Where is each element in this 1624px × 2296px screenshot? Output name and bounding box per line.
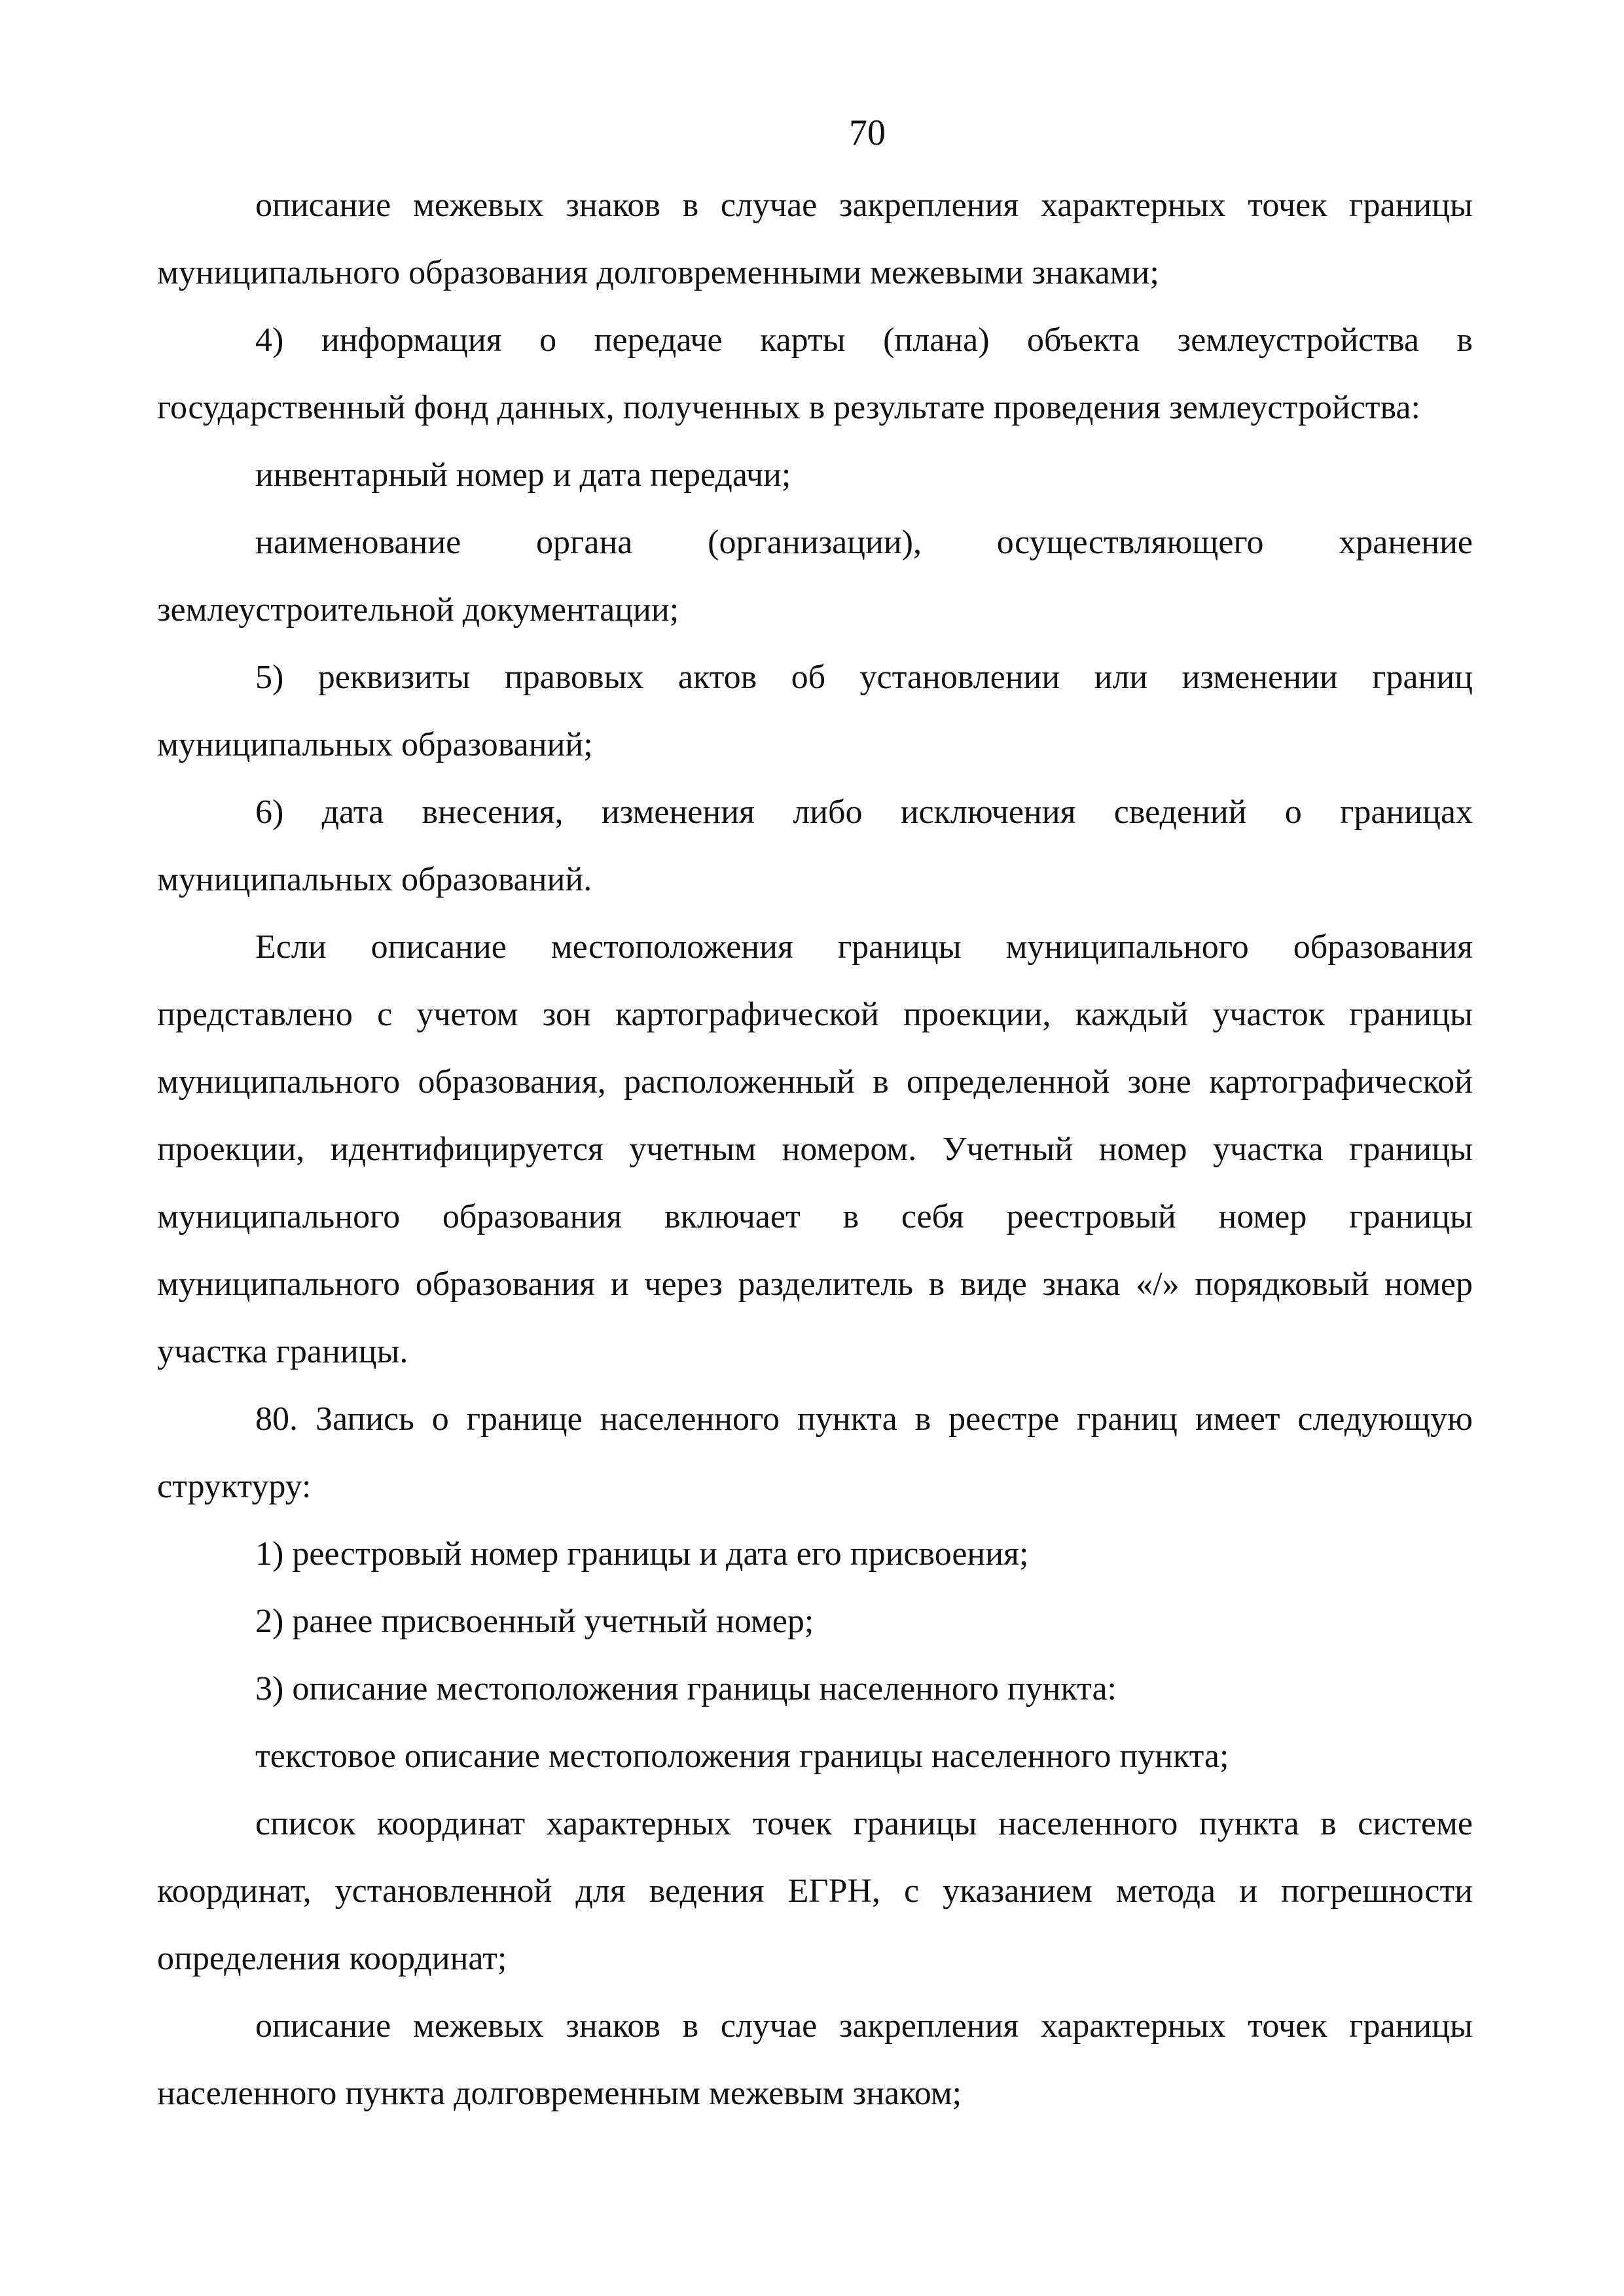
paragraph-text-description: текстовое описание местоположения границы населенного пункта; xyxy=(255,1738,1229,1775)
paragraph-item-5-legal-acts: 5) реквизиты правовых актов об установлении или изменении границ муниципальных образований; xyxy=(157,659,1473,763)
paragraph-item-2-previous-number: 2) ранее присвоенный учетный номер; xyxy=(255,1603,814,1640)
paragraph-item-4-transfer-info: 4) информация о передаче карты (плана) объекта землеустройства в государственный фонд данных, полученных в результате проведения землеустройства: xyxy=(157,321,1473,426)
paragraph-coordinates-list: список координат характерных точек границы населенного пункта в системе координат, установленной для ведения ЕГРН, с указанием метода и погрешности определения координат; xyxy=(157,1805,1473,1977)
paragraph-inventory-number: инвентарный номер и дата передачи; xyxy=(255,456,791,494)
paragraph-storage-organization: наименование органа (организации), осуществляющего хранение землеустроительной документации; xyxy=(157,524,1473,629)
paragraph-section-80: 80. Запись о границе населенного пункта в реестре границ имеет следующую структуру: xyxy=(157,1400,1473,1505)
paragraph-projection-zones: Если описание местоположения границы муниципального образования представлено с учетом зон картографической проекции, каждый участок границы муниципального образования, расположенный в определенной зоне картографической проекции, идентифицируется учетным номером. Учетный номер участка границы муниципального образования включает в себя реестровый номер границы муниципального образования и через разделитель в виде знака «/» порядковый номер участка границы. xyxy=(157,928,1473,1370)
document-body xyxy=(157,172,1473,2127)
paragraph-item-3-location-description: 3) описание местоположения границы населенного пункта: xyxy=(255,1670,1117,1707)
paragraph-item-1-registry-number: 1) реестровый номер границы и дата его присвоения; xyxy=(255,1535,1029,1573)
paragraph-settlement-markers: описание межевых знаков в случае закрепления характерных точек границы населенного пункта долговременным межевым знаком; xyxy=(157,2007,1473,2112)
page-number: 70 xyxy=(849,113,886,153)
paragraph-item-6-entry-date: 6) дата внесения, изменения либо исключения сведений о границах муниципальных образований. xyxy=(157,793,1473,898)
paragraph-boundary-markers: описание межевых знаков в случае закрепления характерных точек границы муниципального образования долговременными межевыми знаками; xyxy=(157,187,1473,291)
